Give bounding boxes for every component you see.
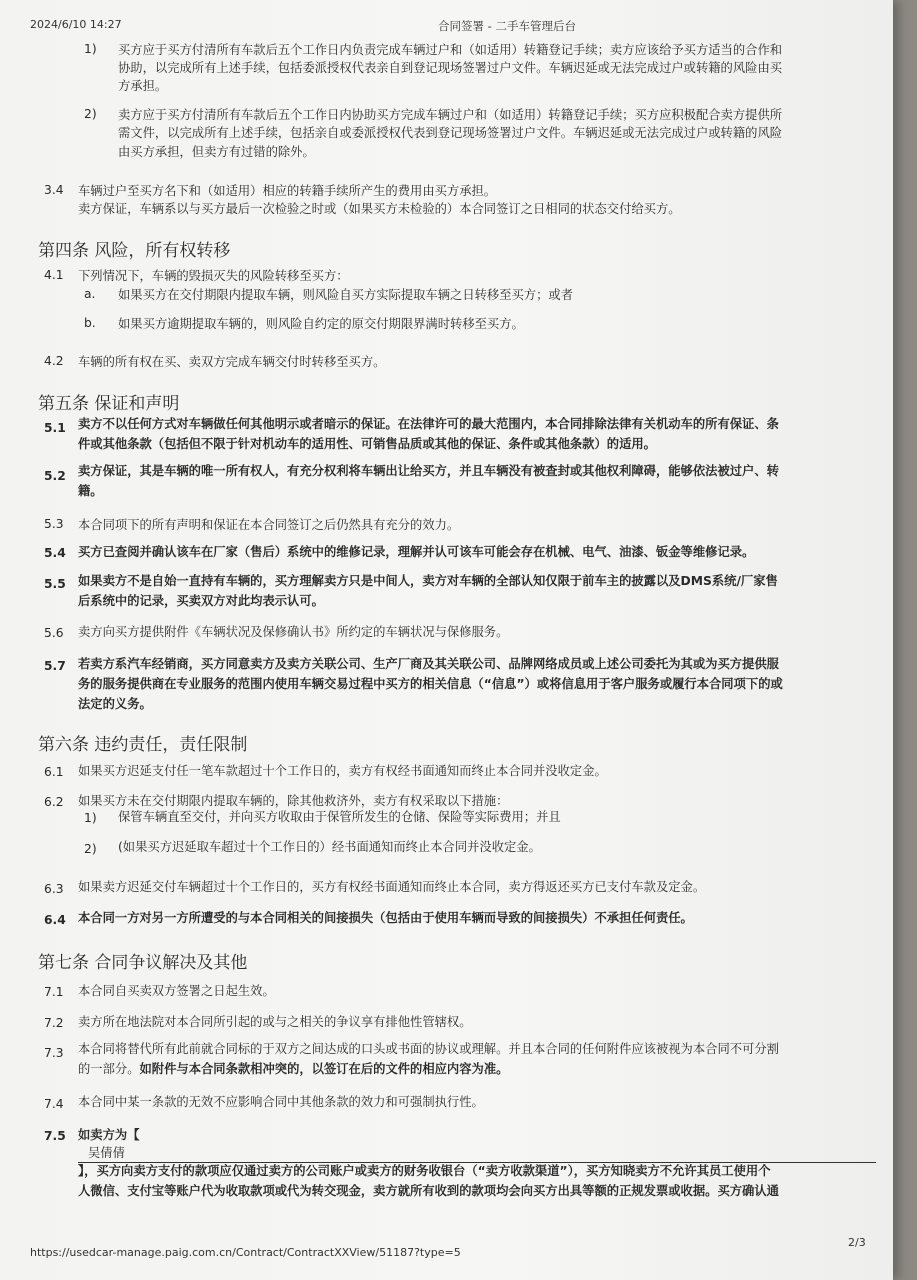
clause-text: 本合同项下的所有声明和保证在本合同签订之后仍然具有充分的效力。: [78, 518, 460, 532]
clause-text-plain: 的一部分。: [78, 1062, 140, 1076]
clause-text: 后系统中的记录，买卖双方对此均表示认可。: [78, 594, 324, 608]
clause-text: 卖方保证，其是车辆的唯一所有权人，有充分权利将车辆出让给买方，并且车辆没有被查封或其他权利障碍，能够依法被过户、转: [78, 464, 779, 478]
clause-text: 由买方承担，但卖方有过错的除外。: [118, 145, 315, 159]
page-header-title: 合同签署 - 二手车管理后台: [438, 19, 576, 33]
clause-number: 3.4: [44, 183, 64, 197]
clause-text: 车辆的所有权在买、卖双方完成车辆交付时转移至买方。: [78, 355, 386, 369]
clause-text: 如果卖方迟延交付车辆超过十个工作日的，买方有权经书面通知而终止本合同，卖方得返还买方已支付车款及定金。: [78, 880, 706, 894]
clause-number: 5.3: [44, 517, 64, 531]
item-number: 1): [84, 42, 97, 56]
item-number: 1): [84, 811, 97, 825]
clause-number: 5.4: [44, 546, 66, 560]
clause-number: 7.5: [44, 1129, 66, 1143]
clause-text: 人微信、支付宝等账户代为收取款项或代为转交现金，卖方就所有收到的款项均会向买方出具等额的正规发票或收据。买方确认通: [78, 1184, 779, 1198]
clause-number: 5.7: [44, 659, 66, 673]
print-date: 2024/6/10 14:27: [30, 18, 122, 31]
clause-number: 6.1: [44, 765, 64, 779]
clause-number: 6.4: [44, 913, 66, 927]
clause-number: 6.3: [44, 882, 64, 896]
clause-text: 卖方所在地法院对本合同所引起的或与之相关的争议享有排他性管辖权。: [78, 1015, 472, 1029]
clause-number: 5.1: [44, 421, 66, 435]
clause-text: (如果买方迟延取车超过十个工作日的）经书面通知而终止本合同并没收定金。: [118, 840, 541, 854]
clause-number: 4.2: [44, 354, 64, 368]
clause-text: 卖方保证，车辆系以与买方最后一次检验之时或（如果买方未检验的）本合同签订之日相同的状态交付给买方。: [78, 202, 681, 216]
clause-text: 】，买方向卖方支付的款项应仅通过卖方的公司账户或卖方的财务收银台（“卖方收款渠道”），买方知晓卖方不允许其员工使用个: [78, 1164, 771, 1178]
clause-text: 本合同中某一条款的无效不应影响合同中其他条款的效力和可强制执行性。: [78, 1095, 484, 1109]
clause-number: 7.3: [44, 1046, 64, 1060]
item-number: b.: [84, 316, 96, 330]
clause-number: 7.2: [44, 1016, 64, 1030]
clause-text: 法定的义务。: [78, 697, 152, 711]
clause-number: 7.4: [44, 1097, 64, 1111]
clause-text: 若卖方系汽车经销商，买方同意卖方及卖方关联公司、生产厂商及其关联公司、品牌网络成员或上述公司委托为其或为买方提供服: [78, 657, 779, 671]
clause-text: 籍。: [78, 484, 103, 498]
footer-url: https://usedcar-manage.paig.com.cn/Contract/ContractXXView/51187?type=5: [30, 1246, 461, 1259]
clause-text: 如卖方为【: [78, 1128, 140, 1142]
clause-text: 卖方不以任何方式对车辆做任何其他明示或者暗示的保证。在法律许可的最大范围内，本合同排除法律有关机动车的所有保证、条: [78, 417, 779, 431]
item-number: a.: [84, 287, 96, 301]
item-number: 2): [84, 842, 97, 856]
clause-text: 卖方应于买方付清所有车款后五个工作日内协助买方完成车辆过户和（如适用）转籍登记手续；买方应积极配合卖方提供所: [118, 108, 783, 122]
clause-text: 如果买方迟延支付任一笔车款超过十个工作日的，卖方有权经书面通知而终止本合同并没收定金。: [78, 764, 607, 778]
clause-text: 如果卖方不是自始一直持有车辆的，买方理解卖方只是中间人，卖方对车辆的全部认知仅限于前车主的披露以及DMS系统/厂家售: [78, 574, 778, 588]
article-heading: 第七条 合同争议解决及其他: [38, 953, 248, 973]
clause-text: 本合同自买卖双方签署之日起生效。: [78, 984, 275, 998]
clause-number: 4.1: [44, 268, 64, 282]
clause-text: 如果买方在交付期限内提取车辆，则风险自买方实际提取车辆之日转移至买方；或者: [118, 288, 573, 302]
clause-number: 5.5: [44, 577, 66, 591]
clause-text: 车辆过户至买方名下和（如适用）相应的转籍手续所产生的费用由买方承担。: [78, 184, 497, 198]
clause-number: 7.1: [44, 985, 64, 999]
clause-text: 方承担。: [118, 79, 168, 93]
clause-text: 如果买方未在交付期限内提取车辆的，除其他救济外，卖方有权采取以下措施：: [78, 794, 509, 808]
clause-text: 买方已查阅并确认该车在厂家（售后）系统中的维修记录，理解并认可该车可能会存在机械、电气、油漆、钣金等维修记录。: [78, 545, 755, 559]
clause-text: 下列情况下，车辆的毁损灭失的风险转移至买方：: [78, 269, 349, 283]
clause-text: 卖方向买方提供附件《车辆状况及保修确认书》所约定的车辆状况与保修服务。: [78, 625, 509, 639]
clause-text: 需文件，以完成所有上述手续，包括亲自或委派授权代表到登记现场签署过户文件。车辆迟延或无法完成过户或转籍的风险: [118, 126, 783, 140]
clause-number: 6.2: [44, 795, 64, 809]
clause-text: 保管车辆直至交付，并向买方收取由于保管所发生的仓储、保险等实际费用；并且: [118, 810, 561, 824]
clause-text: 本合同将替代所有此前就合同标的于双方之间达成的口头或书面的协议或理解。并且本合同的任何附件应该被视为本合同不可分割: [78, 1042, 779, 1056]
clause-text: 件或其他条款（包括但不限于针对机动车的适用性、可销售品质或其他的保证、条件或其他条款）的适用。: [78, 437, 656, 451]
seller-name-field: 吴倩倩: [88, 1146, 125, 1160]
page-number: 2/3: [848, 1236, 866, 1249]
clause-text-bold: 如附件与本合同条款相冲突的，以签订在后的文件的相应内容为准。: [139, 1062, 509, 1076]
clause-text: 务的服务提供商在专业服务的范围内使用车辆交易过程中买方的相关信息（“信息”）或将信息用于客户服务或履行本合同项下的或: [78, 677, 783, 691]
clause-text: 如果买方逾期提取车辆的，则风险自约定的原交付期限界满时转移至买方。: [118, 317, 524, 331]
item-number: 2): [84, 107, 97, 121]
clause-text: 买方应于买方付清所有车款后五个工作日内负责完成车辆过户和（如适用）转籍登记手续；卖方应该给予买方适当的合作和: [118, 43, 783, 57]
article-heading: 第四条 风险，所有权转移: [38, 241, 231, 261]
clause-number: 5.2: [44, 469, 66, 483]
clause-text: [78, 1061, 508, 1077]
clause-number: 5.6: [44, 626, 64, 640]
clause-text: 本合同一方对另一方所遭受的与本合同相关的间接损失（包括由于使用车辆而导致的间接损失）不承担任何责任。: [78, 911, 693, 925]
article-heading: 第五条 保证和声明: [38, 394, 180, 414]
article-heading: 第六条 违约责任，责任限制: [38, 735, 248, 755]
clause-text: 协助，以完成所有上述手续，包括委派授权代表亲自到登记现场签署过户文件。车辆迟延或无法完成过户或转籍的风险由买: [118, 61, 783, 75]
